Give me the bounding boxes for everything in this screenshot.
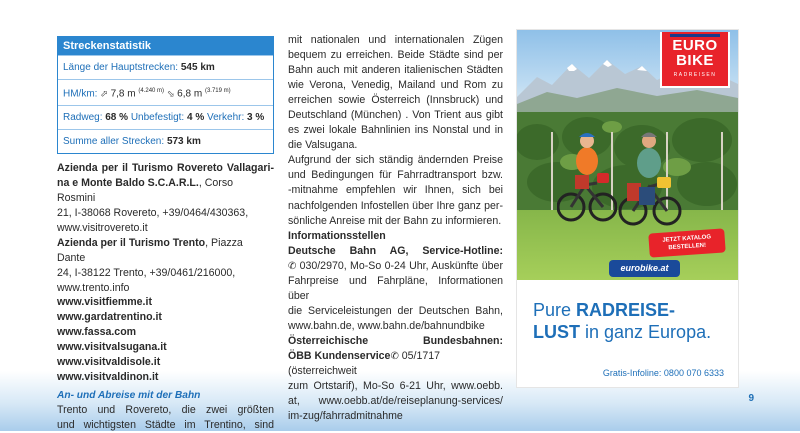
ad-photo-cyclists <box>517 30 738 280</box>
link-visitvaldinon[interactable]: www.visitvaldinon.it <box>57 371 159 384</box>
elevation-label: HM/km: <box>63 88 98 100</box>
eurobike-logo <box>660 32 730 88</box>
main-length-label: Länge der Hauptstrecken: <box>63 62 179 73</box>
body-line: es zwei lokale Bahnlinien ins Nonstal und in <box>288 124 503 137</box>
column-left <box>57 36 274 433</box>
arrow-down-icon: ⬂ <box>166 88 175 99</box>
arrival-text-line-2: und wichtigsten Städte im Trentino, sind <box>57 419 274 432</box>
trento-name: Azienda per il Turismo Trento <box>57 236 206 249</box>
main-length-row <box>58 55 273 79</box>
route-statistics-box <box>57 36 274 154</box>
db-line-2: Fahrpreise und Fahrpläne, Informationen über <box>288 274 503 302</box>
rovereto-website[interactable]: www.visitrovereto.it <box>57 221 148 234</box>
radweg-label: Radweg: <box>63 112 103 124</box>
rovereto-line-3: 21, I-38068 Rovereto, +39/0464/430363, <box>57 207 249 220</box>
body-line: erreichen sowie Österreich (Innsbruck) und <box>288 94 503 107</box>
slogan-lust: LUST <box>533 322 580 342</box>
logo-accent-bar <box>670 34 720 37</box>
ad-slogan <box>533 299 733 343</box>
oebb-heading <box>288 334 503 349</box>
surface-row <box>58 105 273 129</box>
total-length-label: Summe aller Strecken: <box>63 136 165 148</box>
elevation-row <box>58 79 273 105</box>
slogan-europa: in ganz Europa. <box>580 322 712 342</box>
db-hotline-heading: Deutsche Bahn AG, Service-Hotline: <box>288 244 503 257</box>
badge-line-2: BESTELLEN! <box>668 242 707 252</box>
arrival-text-line-1: Trento und Rovereto, die zwei größten <box>57 404 274 417</box>
total-length-row <box>58 129 273 153</box>
link-visitfiemme[interactable]: www.visitfiemme.it <box>57 296 152 309</box>
cyclist-man-illustration <box>617 125 683 230</box>
body-line: sönliche Anreise mit der Bahn zu informieren. <box>288 214 502 227</box>
trento-website[interactable]: www.trento.info <box>57 281 130 294</box>
rovereto-name-part-2: na e Monte Baldo S.C.A.R.L. <box>57 177 199 190</box>
eurobike-advertisement[interactable] <box>517 30 738 387</box>
tourism-contacts <box>57 161 274 433</box>
unbefestigt-value: 4 % <box>186 112 205 124</box>
oebb-heading-part-2: Bundesbahnen: <box>422 334 503 347</box>
body-line: nachfolgenden Infostellen über Ihre ganz per- <box>288 199 503 212</box>
arrow-up-icon: ⬀ <box>100 88 108 99</box>
trento-line-2: 24, I-38122 Trento, +39/0461/216000, <box>57 266 236 279</box>
link-visitvalsugana[interactable]: www.visitvalsugana.it <box>57 341 167 354</box>
elevation-up-value: 7,8 m <box>110 88 136 100</box>
route-statistics-title: Streckenstatistik <box>58 37 273 55</box>
logo-bike-text: BIKE <box>676 52 714 69</box>
link-visitvaldisole[interactable]: www.visitvaldisole.it <box>57 356 161 369</box>
page-number: 9 <box>748 393 754 404</box>
oebb-line-4[interactable]: im-zug/fahrradmitnahme <box>288 410 403 423</box>
elevation-up-total: (4.240 m) <box>138 88 165 94</box>
main-length-value: 545 km <box>180 62 215 73</box>
slogan-line-2 <box>533 321 733 343</box>
rovereto-name-part-1: Azienda per il Turismo Rovereto Vallagari- <box>57 162 274 175</box>
db-line-1 <box>288 259 503 274</box>
phone-icon: ✆ <box>288 260 300 272</box>
badge-line-1: JETZT KATALOG <box>662 234 712 244</box>
body-line: Aufgrund der sich ständig ändernden Preise <box>288 154 503 167</box>
oebb-line-3[interactable]: at, www.oebb.at/de/reiseplanung-services/ <box>288 395 503 408</box>
unbefestigt-label: Unbefestigt: <box>130 112 185 124</box>
column-middle <box>288 33 503 424</box>
trento-address-part-1: , Piazza Dante <box>57 236 243 264</box>
body-line: mit nationalen und internationalen Zügen <box>288 34 503 46</box>
logo-euro-text: EURO <box>672 37 718 54</box>
oebb-service-number: 05/1717 (österreichweit <box>288 349 441 378</box>
cyclist-woman-illustration <box>557 125 617 225</box>
rovereto-line-1 <box>57 161 274 176</box>
db-hotline-number: 030/2970, Mo-So 0-24 Uhr, Auskünfte über <box>299 259 503 272</box>
body-line: die Valsugana. <box>288 139 358 152</box>
link-gardatrentino[interactable]: www.gardatrentino.it <box>57 311 162 324</box>
body-line: bequem zu erreichen. Beide Städte sind per <box>288 49 503 62</box>
section-heading-arrival: An- und Abreise mit der Bahn <box>57 389 201 401</box>
info-offices-heading: Informationsstellen <box>288 229 386 242</box>
oebb-line-2: zum Ortstarif), Mo-So 6-21 Uhr, www.oebb. <box>288 380 503 393</box>
radweg-value: 68 % <box>105 112 129 124</box>
body-line: Deutschland (München) . Von Trient aus gibt <box>288 109 503 122</box>
oebb-line-1 <box>288 349 503 379</box>
rovereto-line-2 <box>57 176 274 206</box>
trento-line-1 <box>57 236 274 266</box>
total-length-value: 573 km <box>166 136 201 148</box>
elevation-down-value: 6,8 m <box>177 88 203 100</box>
verkehr-label: Verkehr: <box>207 112 245 124</box>
rovereto-address-part-1: , Corso Rosmini <box>57 177 234 205</box>
link-fassa[interactable]: www.fassa.com <box>57 326 137 339</box>
slogan-radreise: RADREISE- <box>576 300 676 320</box>
body-line: und Bedingungen für Fahrradtransport bzw. <box>288 169 503 182</box>
db-line-3: die Serviceleistungen der Deutschen Bahn, <box>288 304 503 317</box>
logo-radreisen-text: RADREISEN <box>673 72 717 78</box>
ad-url-button[interactable]: eurobike.at <box>609 260 680 277</box>
db-line-4[interactable]: www.bahn.de, www.bahn.de/bahnundbike <box>288 319 485 332</box>
slogan-line-1 <box>533 299 733 321</box>
body-line: -mitnahme empfehlen wir Ihnen, sich bei <box>288 184 503 197</box>
oebb-service-label: ÖBB Kundenservice <box>288 349 391 362</box>
oebb-heading-part-1: Österreichische <box>288 334 369 347</box>
body-line: Bahn auch mit anderen italienischen Städten <box>288 64 503 77</box>
slogan-pure: Pure <box>533 300 577 320</box>
verkehr-value: 3 % <box>247 112 265 124</box>
body-line: wie Verona, Venedig, Mailand und Rom zu <box>288 79 503 92</box>
ad-hotline: Gratis-Infoline: 0800 070 6333 <box>602 368 724 378</box>
phone-icon: ✆ <box>390 350 399 362</box>
elevation-down-total: (3.719 m) <box>204 88 231 94</box>
